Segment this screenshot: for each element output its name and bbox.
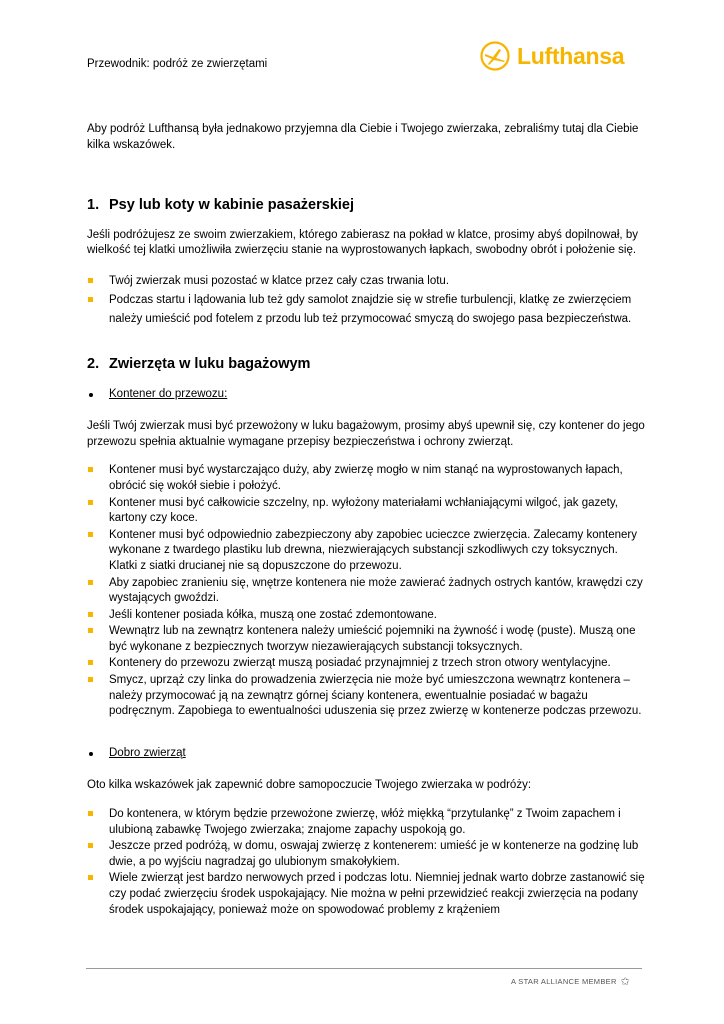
list-item: Wiele zwierząt jest bardzo nerwowych przed i podczas lotu. Niemniej jednak warto dobrze zastanowić się czy podać zwierzęciu środek uspokajający. Nie można w pełni przewidzieć reakcji zwierzęcia na podany środek uspokajający, ponieważ może on spowodować problemy z krążeniem [87, 871, 647, 918]
list-item: Kontener musi być odpowiednio zabezpieczony aby zapobiec ucieczce zwierzęcia. Zalecamy kontenery wykonane z twardego plastiku lub drewna, niezwierających substancji szkodliwych czy toksycznych. Klatki z siatki drucianej nie są dopuszczone do przewozu. [87, 528, 647, 575]
list-item: Jeśli kontener posiada kółka, muszą one zostać zdemontowane. [87, 608, 647, 624]
list-item: Wewnątrz lub na zewnątrz kontenera należy umieścić pojemniki na żywność i wodę (puste). Muszą one być wykonane z bezpiecznych tworzyw niezawierających substancji toksycznych. [87, 624, 647, 655]
document-title: Przewodnik: podróż ze zwierzętami [87, 58, 268, 70]
footer-text: A STAR ALLIANCE MEMBER [511, 977, 617, 986]
section1-heading [87, 198, 647, 214]
bullet-dot-icon [89, 752, 93, 756]
section1-bullet-list [87, 272, 647, 329]
bullet-square-icon [88, 660, 93, 665]
subsection-container-heading [87, 387, 647, 403]
logo-wordmark: Lufthansa [517, 42, 625, 69]
welfare-bullet-list [87, 807, 647, 918]
subsection-label: Kontener do przewozu: [109, 387, 228, 400]
container-bullet-list [87, 463, 647, 720]
list-item: Kontener musi być całkowicie szczelny, np. wyłożony materiałami wchłaniającymi wilgoć, jak gazety, kartony czy koce. [87, 496, 647, 527]
star-alliance-icon: ✩ [620, 976, 631, 988]
section2-title: Zwierzęta w luku bagażowym [109, 355, 311, 372]
bullet-square-icon [88, 500, 93, 505]
bullet-dot-icon [89, 393, 93, 397]
bullet-square-icon [88, 580, 93, 585]
section1-number: 1. [87, 197, 100, 214]
list-item: Do kontenera, w którym będzie przewożone zwierzę, włóż miękką “przytulankę” z Twoim zapachem i ulubioną zabawkę Twojego zwierzaka; znajome zapachy uspokoją go. [87, 807, 647, 838]
bullet-square-icon [88, 467, 93, 472]
subsection-welfare-heading [87, 746, 647, 762]
list-item: Twój zwierzak musi pozostać w klatce przez cały czas trwania lotu. [87, 272, 647, 291]
bullet-square-icon [88, 677, 93, 682]
section2-number: 2. [87, 355, 100, 372]
bullet-square-icon [88, 278, 93, 283]
section1-title: Psy lub koty w kabinie pasażerskiej [109, 197, 354, 214]
welfare-paragraph: Oto kilka wskazówek jak zapewnić dobre samopoczucie Twojego zwierzaka w podróży: [87, 779, 532, 792]
list-item: Kontenery do przewozu zwierząt muszą posiadać przynajmniej z trzech stron otwory wentylacyjne. [87, 656, 647, 672]
bullet-square-icon [88, 875, 93, 880]
subsection-label: Dobro zwierząt [109, 746, 186, 759]
footer-star-alliance [511, 975, 630, 988]
container-paragraph: Jeśli Twój zwierzak musi być przewożony w luku bagażowym, prosimy abyś upewnił się, czy kontener do jego przewozu spełnia aktualnie wymagane przepisy bezpieczeństwa i ochrony zwierząt. [87, 420, 645, 448]
bullet-square-icon [88, 811, 93, 816]
section2-heading [87, 357, 647, 373]
document-body [87, 122, 647, 919]
footer-divider [86, 968, 642, 969]
list-item: Podczas startu i lądowania lub też gdy samolot znajdzie się w strefie turbulencji, klatkę ze zwierzęciem należy umieścić pod fotelem z przodu lub też przymocować smyczą do swojego pasa bezpieczeństwa. [87, 291, 647, 329]
list-item: Kontener musi być wystarczająco duży, aby zwierzę mogło w nim stanąć na wyprostowanych łapach, obrócić się wokół siebie i położyć. [87, 463, 647, 494]
intro-paragraph: Aby podróż Lufthansą była jednakowo przyjemna dla Ciebie i Twojego zwierzaka, zebraliśmy tutaj dla Ciebie kilka wskazówek. [87, 123, 639, 151]
list-item: Aby zapobiec zranieniu się, wnętrze kontenera nie może zawierać żadnych ostrych kantów, krawędzi czy wystających gwoździ. [87, 576, 647, 607]
bullet-square-icon [88, 628, 93, 633]
bullet-square-icon [88, 843, 93, 848]
bullet-square-icon [88, 532, 93, 537]
crane-icon [479, 40, 511, 72]
section1-paragraph: Jeśli podróżujesz ze swoim zwierzakiem, którego zabierasz na pokład w klatce, prosimy abyś dopilnował, by wielkość tej klatki umożliwiła zwierzęciu stanie na wyprostowanych łapkach, swobodny obrót i położenie się. [87, 228, 638, 257]
lufthansa-logo [479, 40, 624, 72]
list-item: Jeszcze przed podróżą, w domu, oswajaj zwierzę z kontenerem: umieść je w kontenerze na godzinę lub dwie, a po wyjściu nagradzaj go ulubionym smakołykiem. [87, 839, 647, 870]
bullet-square-icon [88, 297, 93, 302]
bullet-square-icon [88, 612, 93, 617]
list-item: Smycz, uprząż czy linka do prowadzenia zwierzęcia nie może być umieszczona wewnątrz kontenera – należy przymocować ją na zewnątrz górnej ściany kontenera, ewentualnie posiadać w bagażu podręcznym. Zapobiega to ewentualności uduszenia się przez zwierzę w kontenerze podczas przewozu. [87, 673, 647, 720]
